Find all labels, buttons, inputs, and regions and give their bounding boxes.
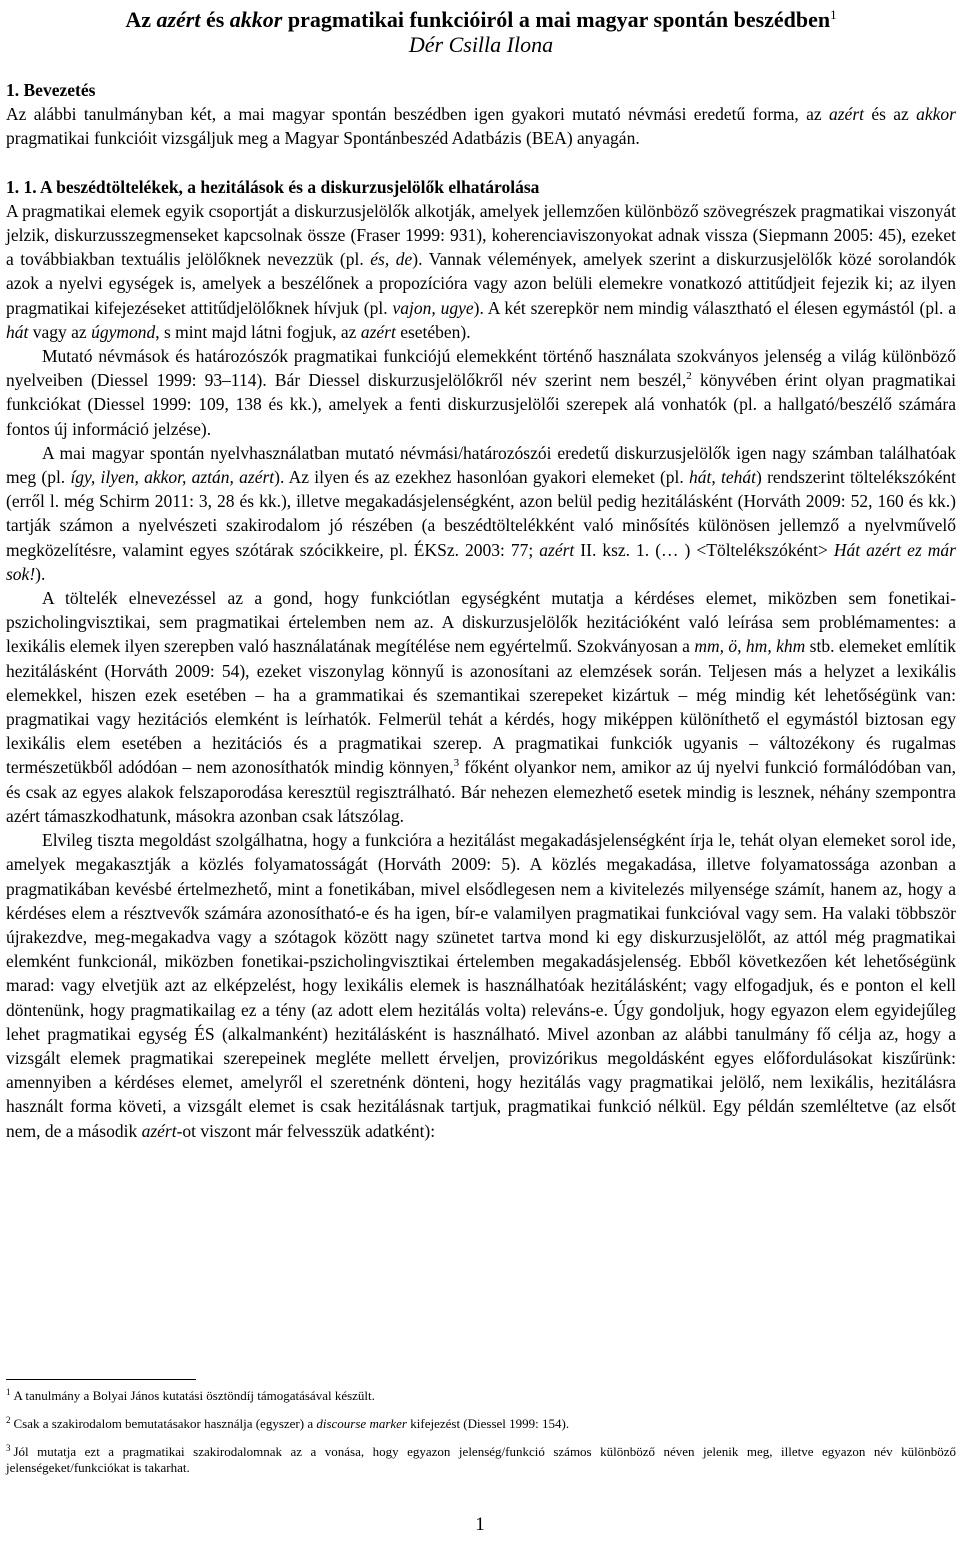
footnote-number: 3 [6, 1443, 11, 1453]
author-name: Dér Csilla Ilona [408, 32, 554, 57]
italic-term: vajon, ugye [392, 297, 474, 318]
italic-term: úgymond [91, 321, 156, 342]
text-run: ) rendszerint töltelékszóként (erről l. még Schirm 2011: 3, 28 és kk.), illetve megakadásjelenségként, azon belül pedig hezitálásként (Horváth 2009: 52, 160 és kk.) tartják számon a nyelvészeti szakirodalom jó részében (a beszédtöltelékként való minősítés különösen jellemző a nyelvművelő megközelítésre, valamint egyes szótárak szócikkeire, pl. ÉKSz. 2003: 77; [6, 467, 956, 560]
italic-term: és, de [370, 249, 413, 270]
text-run: kifejezést (Diessel 1999: 154). [407, 1416, 570, 1431]
footnote-reference: 3 [453, 757, 460, 770]
text-run: stb. elemeket említik hezitálásként (Horváth 2009: 54), ezeket viszonylag könnyű is azonosítani az elemzések során. Teljesen más a helyzet a lexikális elemekkel, hiszen ezek esetében – ha a grammatikai és szemantikai szerepeket kizártuk – még mindig két lehetőségünk van: pragmatikai vagy hezitációs elemként is leírhatók. Felmerül tehát a kérdés, hogy miképpen különíthető el egymástól biztosan egy lexikális elem esetében a hezitációs és a pragmatikai szerep. A pragmatikai funkciók ugyanis – változékony és rugalmas természetükből adódóan – nem azonosíthatók mindig könnyen, [6, 636, 956, 778]
footnote-number: 1 [6, 1387, 11, 1397]
text-run: Az alábbi tanulmányban két, a mai magyar spontán beszédben igen gyakori mutató névmási eredetű forma, az [6, 104, 829, 125]
text-run: II. ksz. 1. (… ) <Töltelékszóként> [574, 539, 834, 560]
italic-term: hát [6, 321, 29, 342]
italic-term: akkor [916, 104, 956, 125]
text-run: és [200, 7, 230, 32]
text-run: A mai magyar spontán nyelvhasználatban mutató névmási/határozószói eredetű diskurzusjelölők igen nagy számban találhatóak meg (pl. [6, 442, 956, 488]
text-run: főként olyankor nem, amikor az új nyelvi funkció formálódóban van, és csak az egyes alakok felszaporodása keresztül regisztrálható. Bár nehezen elemezhető esetek mindig is lesznek, néhány szempontra azért támaszkodhatunk, másokra azonban csak látszólag. [6, 757, 957, 826]
text-run: vagy az [28, 321, 92, 342]
text-run: pragmatikai funkcióit vizsgáljuk meg a Magyar Spontánbeszéd Adatbázis (BEA) anyagán. [6, 128, 640, 149]
footnote [6, 1388, 956, 1404]
italic-term: azért [141, 1120, 177, 1141]
paragraph [6, 586, 956, 828]
italic-term: hát, tehát [689, 467, 756, 488]
footnote [6, 1444, 956, 1476]
paragraph [6, 199, 956, 344]
body-text [6, 78, 956, 1143]
text-run: ). Az ilyen és az ezekhez hasonlóan gyakori elemeket (pl. [274, 467, 690, 488]
text-run: Jól mutatja ezt a pragmatikai szakirodalomnak az a vonása, hogy egyazon jelenség/funkció számos különböző néven jelenik meg, illetve egyazon név különböző jelenségeket/funkciókat is takarhat. [6, 1444, 956, 1475]
italic-term: Hát azért ez már sok! [6, 539, 956, 584]
text-run: ). Vannak vélemények, amelyek szerint a diskurzusjelölők közé sorolandók azok a nyelvi egységek is, amelyek a beszélőnek a propozícióra vagy azon belüli elemekre vonatkozó attitűdjeit fejezik ki; az ilyen pragmatikai kifejezéseket attitűdjelölőknek hívjuk (pl. [6, 249, 956, 318]
text-run: ). A két szerepkör nem mindig választható el élesen egymástól (pl. a [473, 297, 957, 318]
footnote-reference: 2 [686, 370, 692, 383]
italic-term: azért [156, 7, 201, 32]
italic-term: így, ilyen, akkor, aztán, azért [70, 467, 275, 488]
paragraph [6, 441, 956, 586]
text-run: Mutató névmások és határozószók pragmatikai funkciójú elemekként történő használata szokványos jelenség a világ különböző nyelveiben (Diessel 1999: 93–114). Bár Diessel diskurzusjelölőkről név szerint nem beszél, [6, 346, 956, 391]
text-run: könyvében érint olyan pragmatikai funkciókat (Diessel 1999: 109, 138 és kk.), amelyek a fenti diskurzusjelölői szerepek alá vonhatók (pl. a hallgató/beszélő számára fontos új információ jelzése). [6, 370, 956, 439]
text-run: A tanulmány a Bolyai János kutatási ösztöndíj támogatásával készült. [13, 1388, 375, 1403]
paragraph [6, 828, 956, 1143]
footnote-separator [6, 1379, 196, 1380]
text-run: A pragmatikai elemek egyik csoportját a diskurzusjelölők alkotják, amelyek jellemzően különböző szövegrészek pragmatikai viszonyát jelzik, diskurzusszegmenseket kapcsolnak össze (Fraser 1999: 931), koherenciaviszonyokat adnak vissza (Siepmann 2005: 45), ezeket a továbbiakban textuális jelölőknek nevezzük (pl. [6, 200, 956, 270]
footnote [6, 1416, 956, 1432]
text-run: Csak a szakirodalom bemutatásakor használja (egyszer) a [13, 1416, 317, 1431]
italic-term: akkor [229, 7, 283, 32]
paragraph [6, 102, 956, 150]
text-run: Elvileg tiszta megoldást szolgálhatna, hogy a funkcióra a hezitálást megakadásjelenségként írja le, tehát olyan elemeket sorol ide, amelyek megakasztják a közlés folyamatosságát (Horváth 2009: 5). A közlés megakadása, illetve folyamatossága azonban a pragmatikában kevésbé értelmezhető, mint a fonetikában, mivel elsődlegesen nem a kivitelezés milyensége számít, hanem az, hogy a kérdéses elem a résztvevők számára azonosítható-e és ha igen, bír-e valamilyen pragmatikai funkcióval vagy sem. Ha valaki többször újrakezdve, meg-megakadva vagy a szótagok között nagy szünetet tartva mond ki egy diskurzusjelölőt, az attól még pragmatikai elemként funkcionál, miközben fonetikai-pszicholingvisztikai értelemben megakadásjelenség. Ebből következően két lehetőségünk marad: vagy elvetjük azt az elképzelést, hogy lexikális elemek is használhatóak hezitálásként; vagy elfogadjuk, és e ponton el kell döntenünk, hogy pragmatikailag ez a tény (az adott elem hezitálás volta) releváns-e. Úgy gondoljuk, hogy egyazon elem egyidejűleg lehet pragmatikai egység ÉS (alkalmanként) hezitálásként is használható. Mivel azonban az alábbi tanulmány fő célja az, hogy a vizsgált elemek pragmatikai szerepeinek megléte mellett érveljen, provizórikus megoldásként egyes előfordulásokat kiszűrünk: amennyiben a kérdéses elemet, amelyről el szeretnénk dönteni, hogy hezitálás vagy pragmatikai jelölő, nem lexikális, hezitálásra használt forma követi, a vizsgált elemet is csak hezitálásnak tartjuk, pragmatikai funkció nélkül. Egy példán szemléltetve (az elsőt nem, de a második [6, 830, 956, 1141]
text-run: Az [125, 7, 157, 32]
footnote-list [6, 1388, 956, 1476]
section-heading: 1. Bevezetés [6, 80, 96, 100]
italic-term: azért [539, 539, 575, 560]
text-run: pragmatikai funkcióiról a mai magyar spontán beszédben [282, 7, 831, 32]
paper-title [6, 6, 956, 32]
footnotes [6, 1379, 956, 1488]
text-run: és az [864, 104, 917, 125]
italic-term: discourse marker [316, 1416, 407, 1431]
italic-term: azért [360, 321, 396, 342]
italic-term: mm, ö, hm, khm [694, 636, 806, 657]
paragraph [6, 344, 956, 441]
paper-title-text [125, 7, 830, 32]
text-run: A töltelék elnevezéssel az a gond, hogy funkciótlan egységként mutatja a kérdéses elemet, miközben sem fonetikai-pszicholingvisztikai, sem pragmatikai értelemben nem az. A diskurzusjelölők hezitációként való leírása sem problémamentes: a lexikális elemek ilyen szerepben való használatának megítélése nem egyértelmű. Szokványosan a [6, 588, 956, 657]
text-run: esetében). [395, 321, 471, 342]
italic-term: azért [829, 104, 864, 125]
title-footnote-marker: 1 [830, 7, 837, 22]
page-number: 1 [475, 1514, 485, 1535]
footnote-number: 2 [6, 1415, 11, 1425]
text-run: , s mint majd látni fogjuk, az [155, 321, 361, 342]
text-run: -ot viszont már felvesszük adatként): [176, 1120, 436, 1141]
text-run: ). [35, 563, 46, 584]
section-heading: 1. 1. A beszédtöltelékek, a hezitálások és a diskurzusjelölők elhatárolása [6, 176, 540, 197]
